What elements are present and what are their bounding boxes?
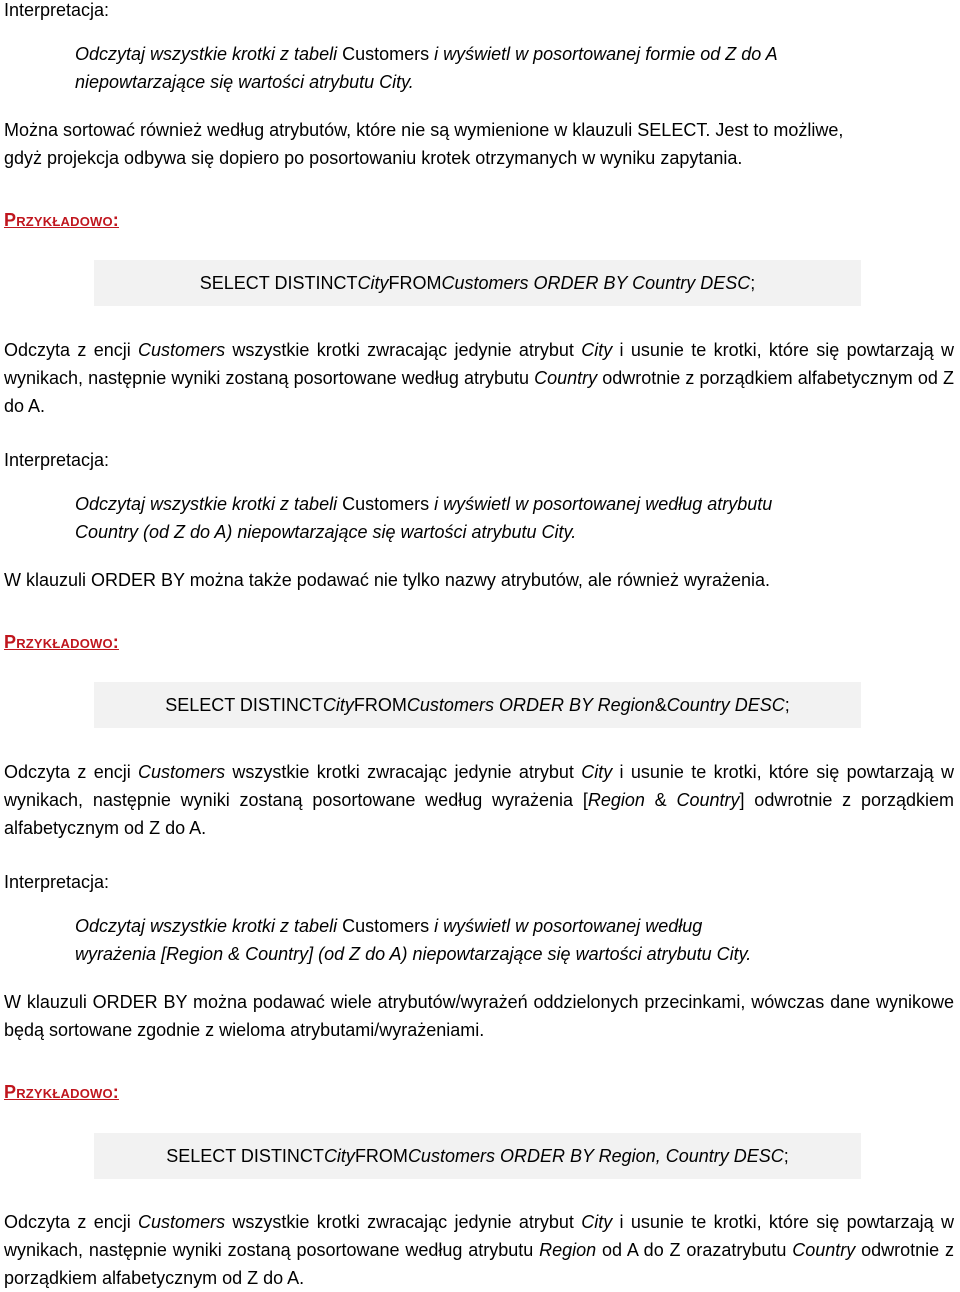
interpretation-label: Interpretacja: [4,872,110,892]
interpretation-text: Odczytaj wszystkie krotki z tabeli Customers i wyświetl w posortowanej formie od Z do A niepowtarzające się wartości atrybutu City. [75,44,778,92]
paragraph: Można sortować również według atrybutów, które nie są wymienione w klauzuli SELECT. Jest to możliwe, gdyż projekcja odbywa się dopiero po posortowaniu krotek otrzymanych w wyniku zapytania. [4,120,844,168]
example-description: Odczyta z encji Customers wszystkie krotki zwracając jedynie atrybut City i usunie te krotki, które się powtarzają w wynikach, następnie wyniki zostaną posortowane według wyrażenia [Region & Country] odwrotnie z porządkiem alfabetycznym od Z do A. [4,762,955,838]
sql-code-box: SELECT DISTINCT City FROM Customers ORDER BY Region & Country DESC ; [94,682,861,728]
paragraph: W klauzuli ORDER BY można także podawać nie tylko nazwy atrybutów, ale również wyrażenia. [4,570,771,590]
paragraph: W klauzuli ORDER BY można podawać wiele atrybutów/wyrażeń oddzielonych przecinkami, wówczas dane wynikowe będą sortowane zgodnie z wieloma atrybutami/wyrażeniami. [4,992,954,1040]
interpretation-label: Interpretacja: [4,0,110,20]
example-description: Odczyta z encji Customers wszystkie krotki zwracając jedynie atrybut City i usunie te krotki, które się powtarzają w wynikach, następnie wyniki zostaną posortowane według atrybutu Country odwrotnie z porządkiem alfabetycznym od Z do A. [4,340,955,416]
interpretation-label: Interpretacja: [4,450,110,470]
sql-code-box: SELECT DISTINCT City FROM Customers ORDER BY Region, Country DESC ; [94,1133,861,1179]
example-description: Odczyta z encji Customers wszystkie krotki zwracając jedynie atrybut City i usunie te krotki, które się powtarzają w wynikach, następnie wyniki zostaną posortowane według atrybutu Region od A do Z orazatrybutu Country odwrotnie z porządkiem alfabetycznym od Z do A. [4,1212,955,1288]
interpretation-text: Odczytaj wszystkie krotki z tabeli Customers i wyświetl w posortowanej według wyrażenia [Region & Country] (od Z do A) niepowtarzające się wartości atrybutu City. [75,916,752,964]
example-heading: Przykładowo: [4,632,119,652]
sql-code-box: SELECT DISTINCT City FROM Customers ORDER BY Country DESC ; [94,260,861,306]
example-heading: Przykładowo: [4,1082,119,1102]
example-heading: Przykładowo: [4,210,119,230]
interpretation-text: Odczytaj wszystkie krotki z tabeli Customers i wyświetl w posortowanej według atrybutu Country (od Z do A) niepowtarzające się wartości atrybutu City. [75,494,773,542]
